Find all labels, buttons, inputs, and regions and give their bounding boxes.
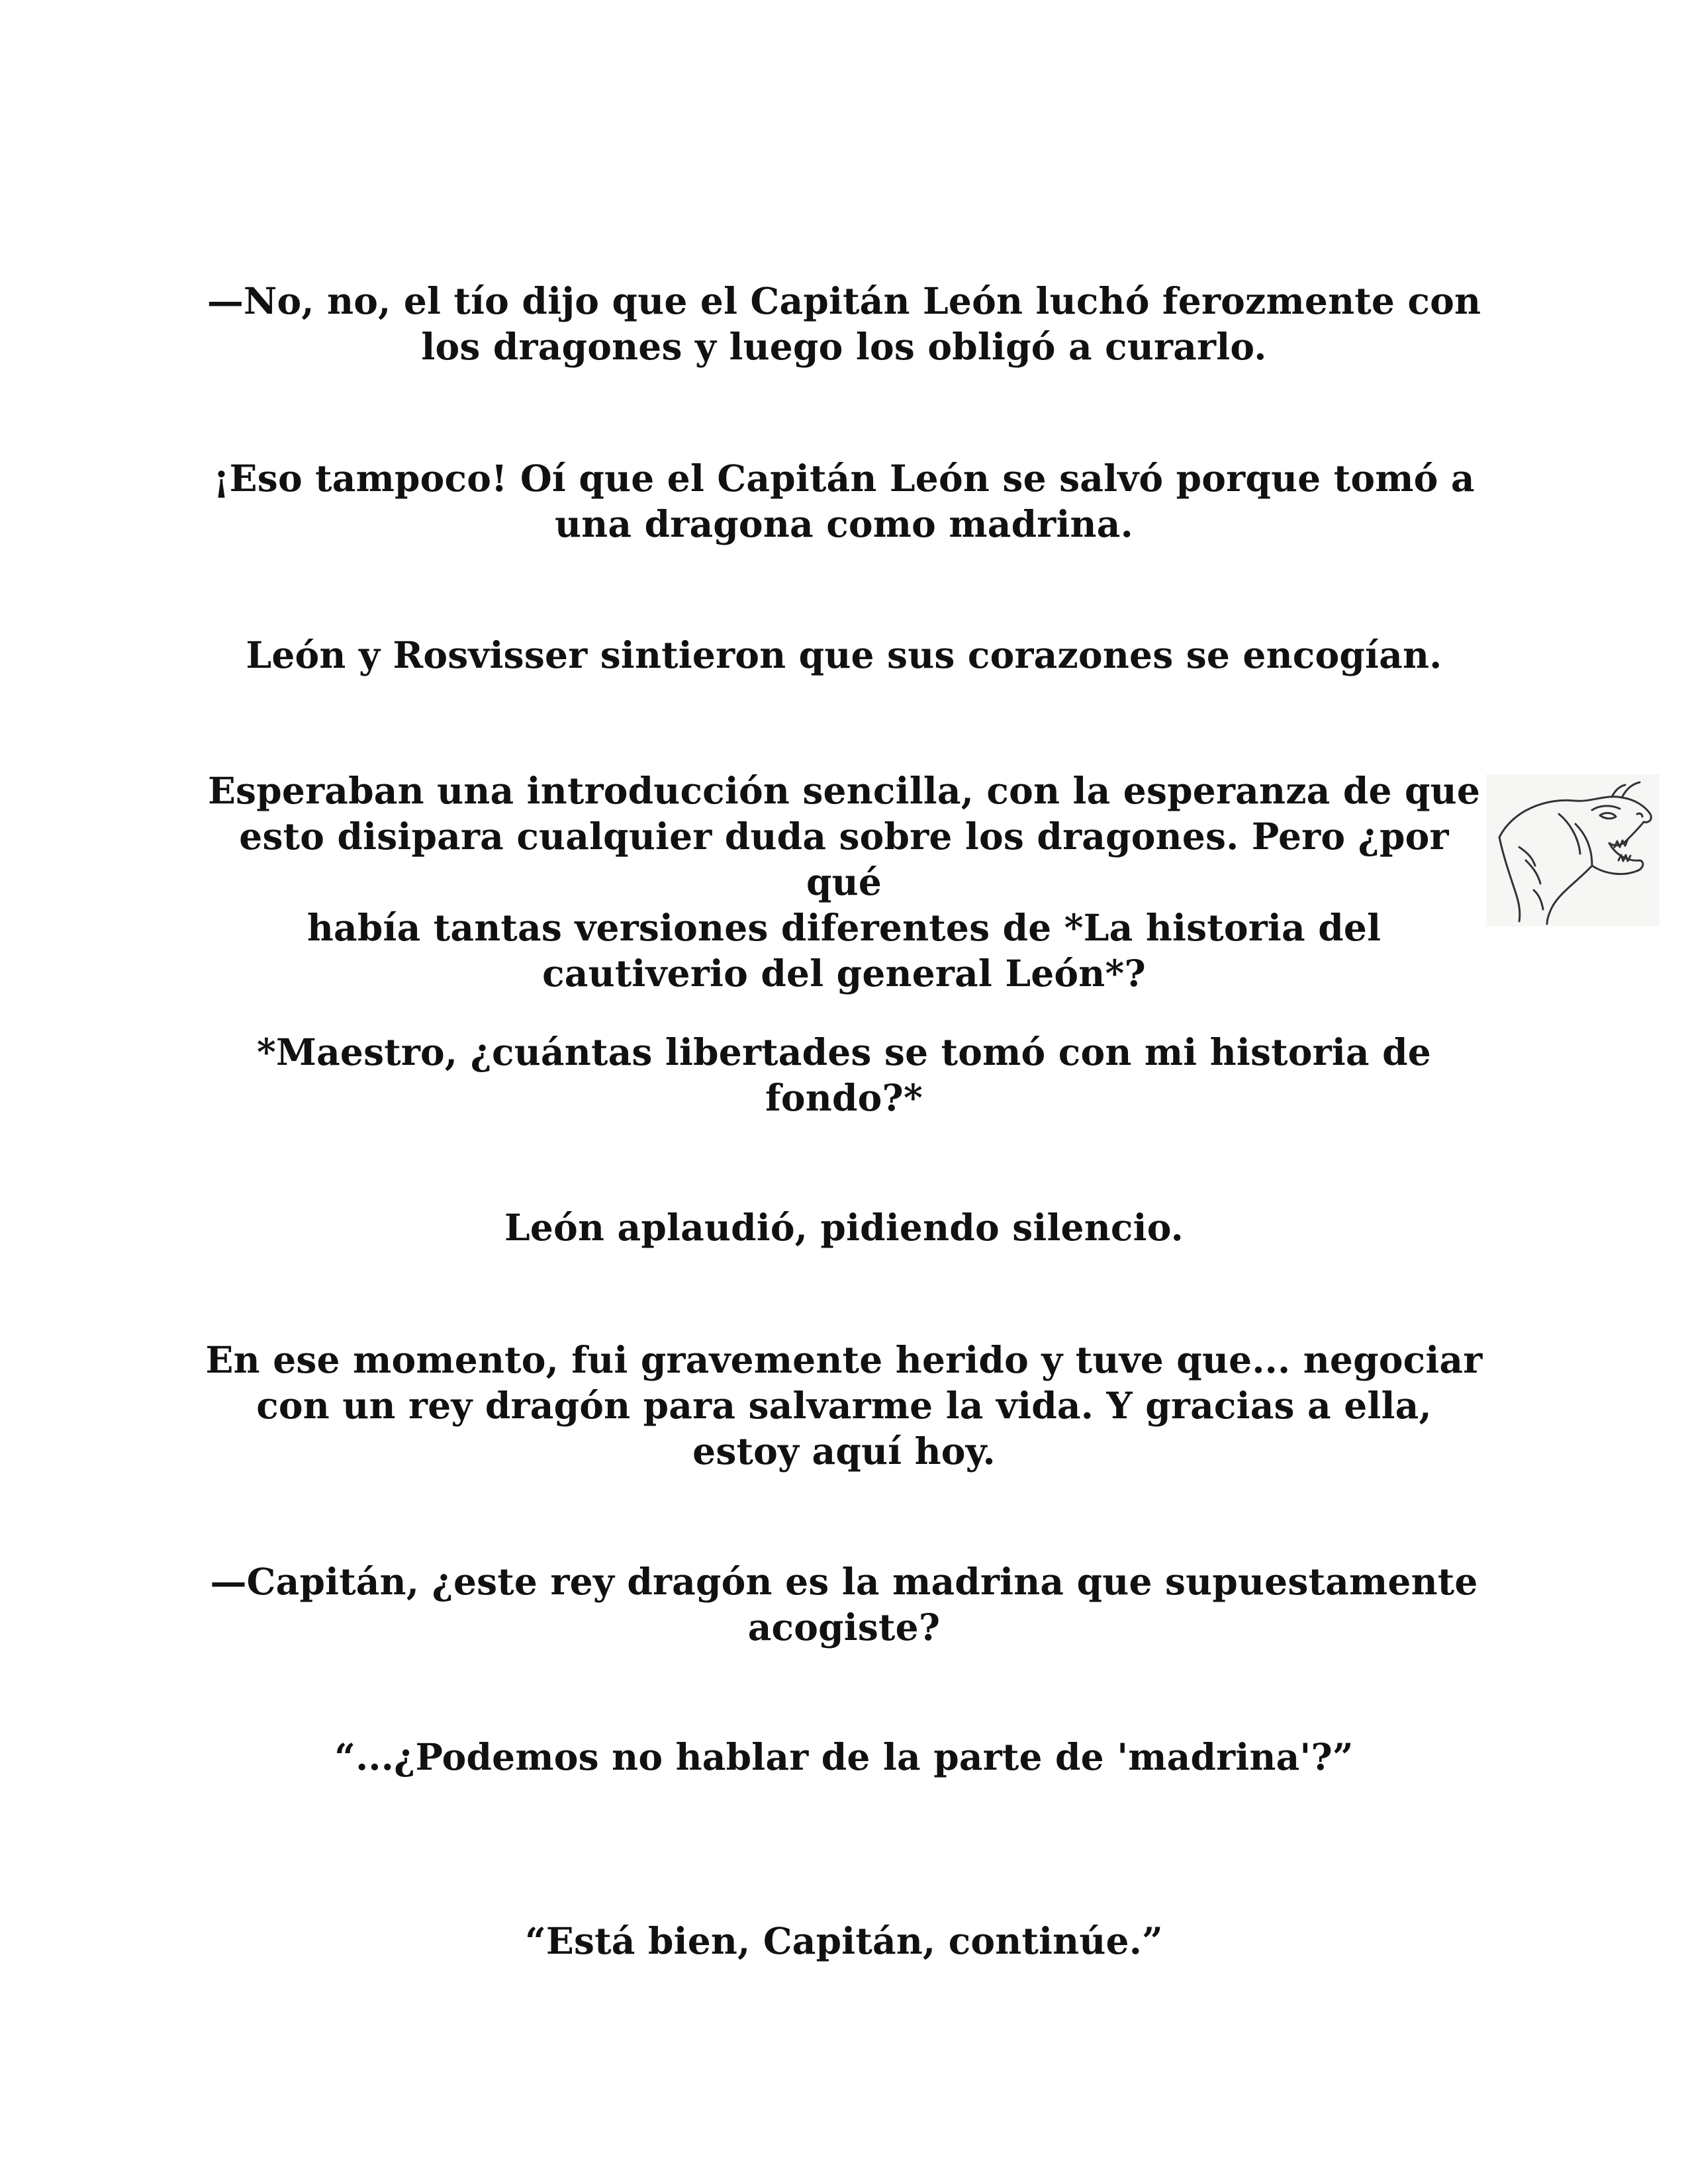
dragon-head-sketch-icon xyxy=(1486,774,1660,927)
paragraph-8: —Capitán, ¿este rey dragón es la madrina que supuestamente acogiste? xyxy=(210,1560,1478,1649)
paragraph-1: —No, no, el tío dijo que el Capitán León luchó ferozmente con los dragones y luego los obligó a curarlo. xyxy=(207,279,1481,368)
paragraph-4: Esperaban una introducción sencilla, con la esperanza de que esto disipara cualquier duda sobre los dragones. Pero ¿por qué había tantas versiones diferentes de *La historia del cautiverio del general León*? xyxy=(207,769,1481,995)
paragraph-10: “Está bien, Capitán, continúe.” xyxy=(525,1919,1163,1962)
paragraph-7: En ese momento, fui gravemente herido y tuve que... negociar con un rey dragón para salvarme la vida. Y gracias a ella, estoy aquí hoy. xyxy=(205,1338,1483,1473)
paragraph-2: ¡Eso tampoco! Oí que el Capitán León se salvó porque tomó a una dragona como madrina. xyxy=(213,457,1475,545)
paragraph-3: León y Rosvisser sintieron que sus corazones se encogían. xyxy=(246,633,1442,676)
paragraph-9: “...¿Podemos no hablar de la parte de 'madrina'?” xyxy=(334,1735,1354,1778)
paragraph-6: León aplaudió, pidiendo silencio. xyxy=(504,1206,1184,1249)
paragraph-5: *Maestro, ¿cuántas libertades se tomó con mi historia de fondo?* xyxy=(257,1030,1431,1119)
